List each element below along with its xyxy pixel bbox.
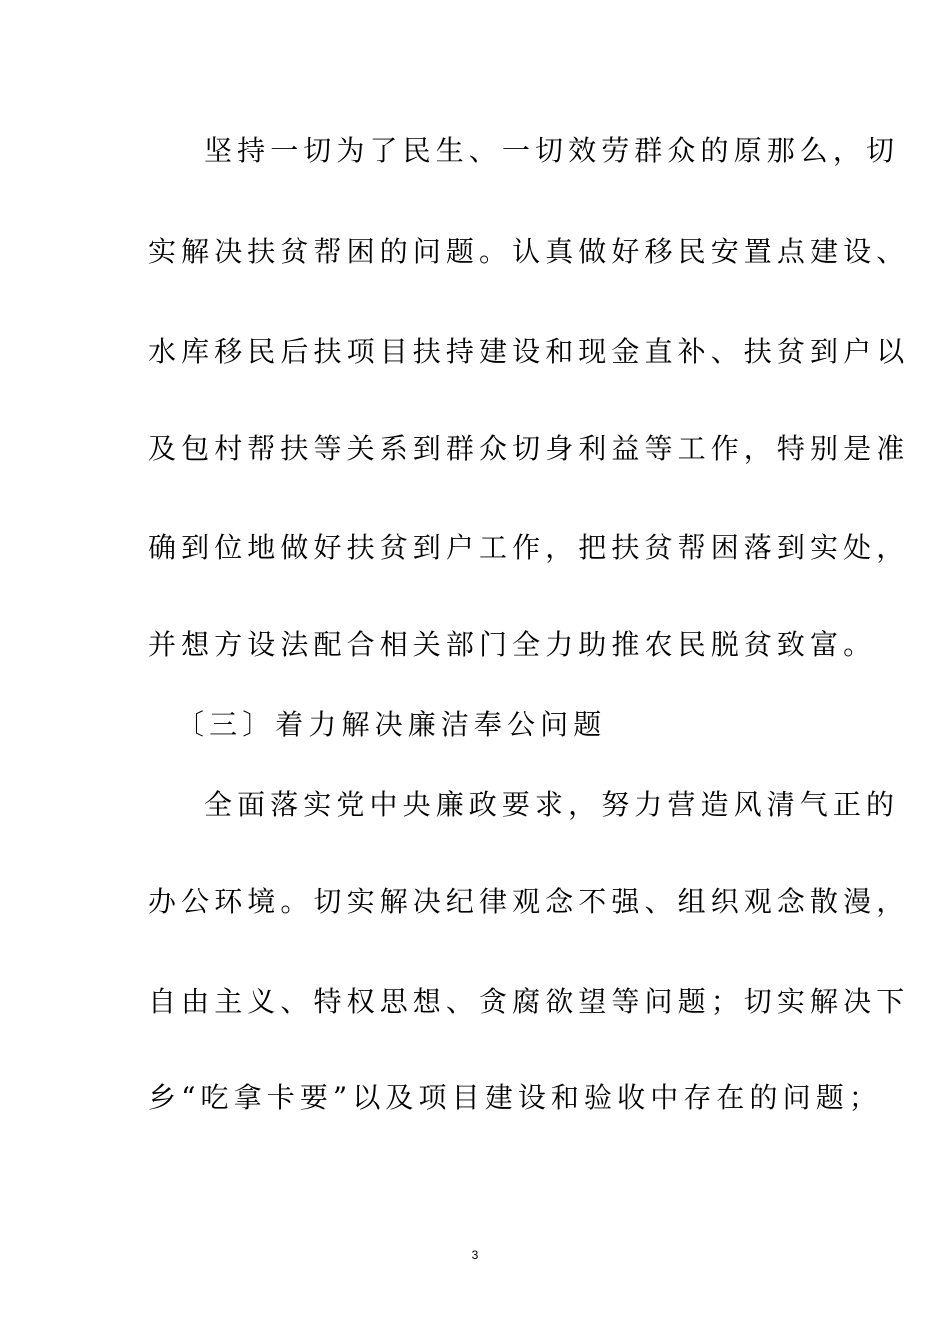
paragraph-line: 自由主义、特权思想、贪腐欲望等问题；切实解决下 (148, 985, 910, 1018)
page-number: 3 (471, 1248, 479, 1262)
paragraph-line: 坚持一切为了民生、一切效劳群众的原那么，切 (204, 134, 900, 167)
paragraph-line: 乡“吃拿卡要”以及项目建设和验收中存在的问题； (148, 1081, 882, 1114)
paragraph-line: 确到位地做好扶贫到户工作，把扶贫帮困落到实处， (148, 531, 910, 564)
paragraph-line: 全面落实党中央廉政要求，努力营造风清气正的 (204, 788, 900, 821)
paragraph-line: 及包村帮扶等关系到群众切身利益等工作，特别是准 (148, 432, 910, 465)
paragraph-line: 水库移民后扶项目扶持建设和现金直补、扶贫到户以 (148, 335, 910, 368)
section-heading: 〔三〕着力解决廉洁奉公问题 (176, 708, 607, 741)
paragraph-line: 办公环境。切实解决纪律观念不强、组织观念散漫， (148, 885, 910, 918)
paragraph-line: 并想方设法配合相关部门全力助推农民脱贫致富。 (148, 628, 877, 661)
paragraph-line: 实解决扶贫帮困的问题。认真做好移民安置点建设、 (148, 235, 910, 268)
